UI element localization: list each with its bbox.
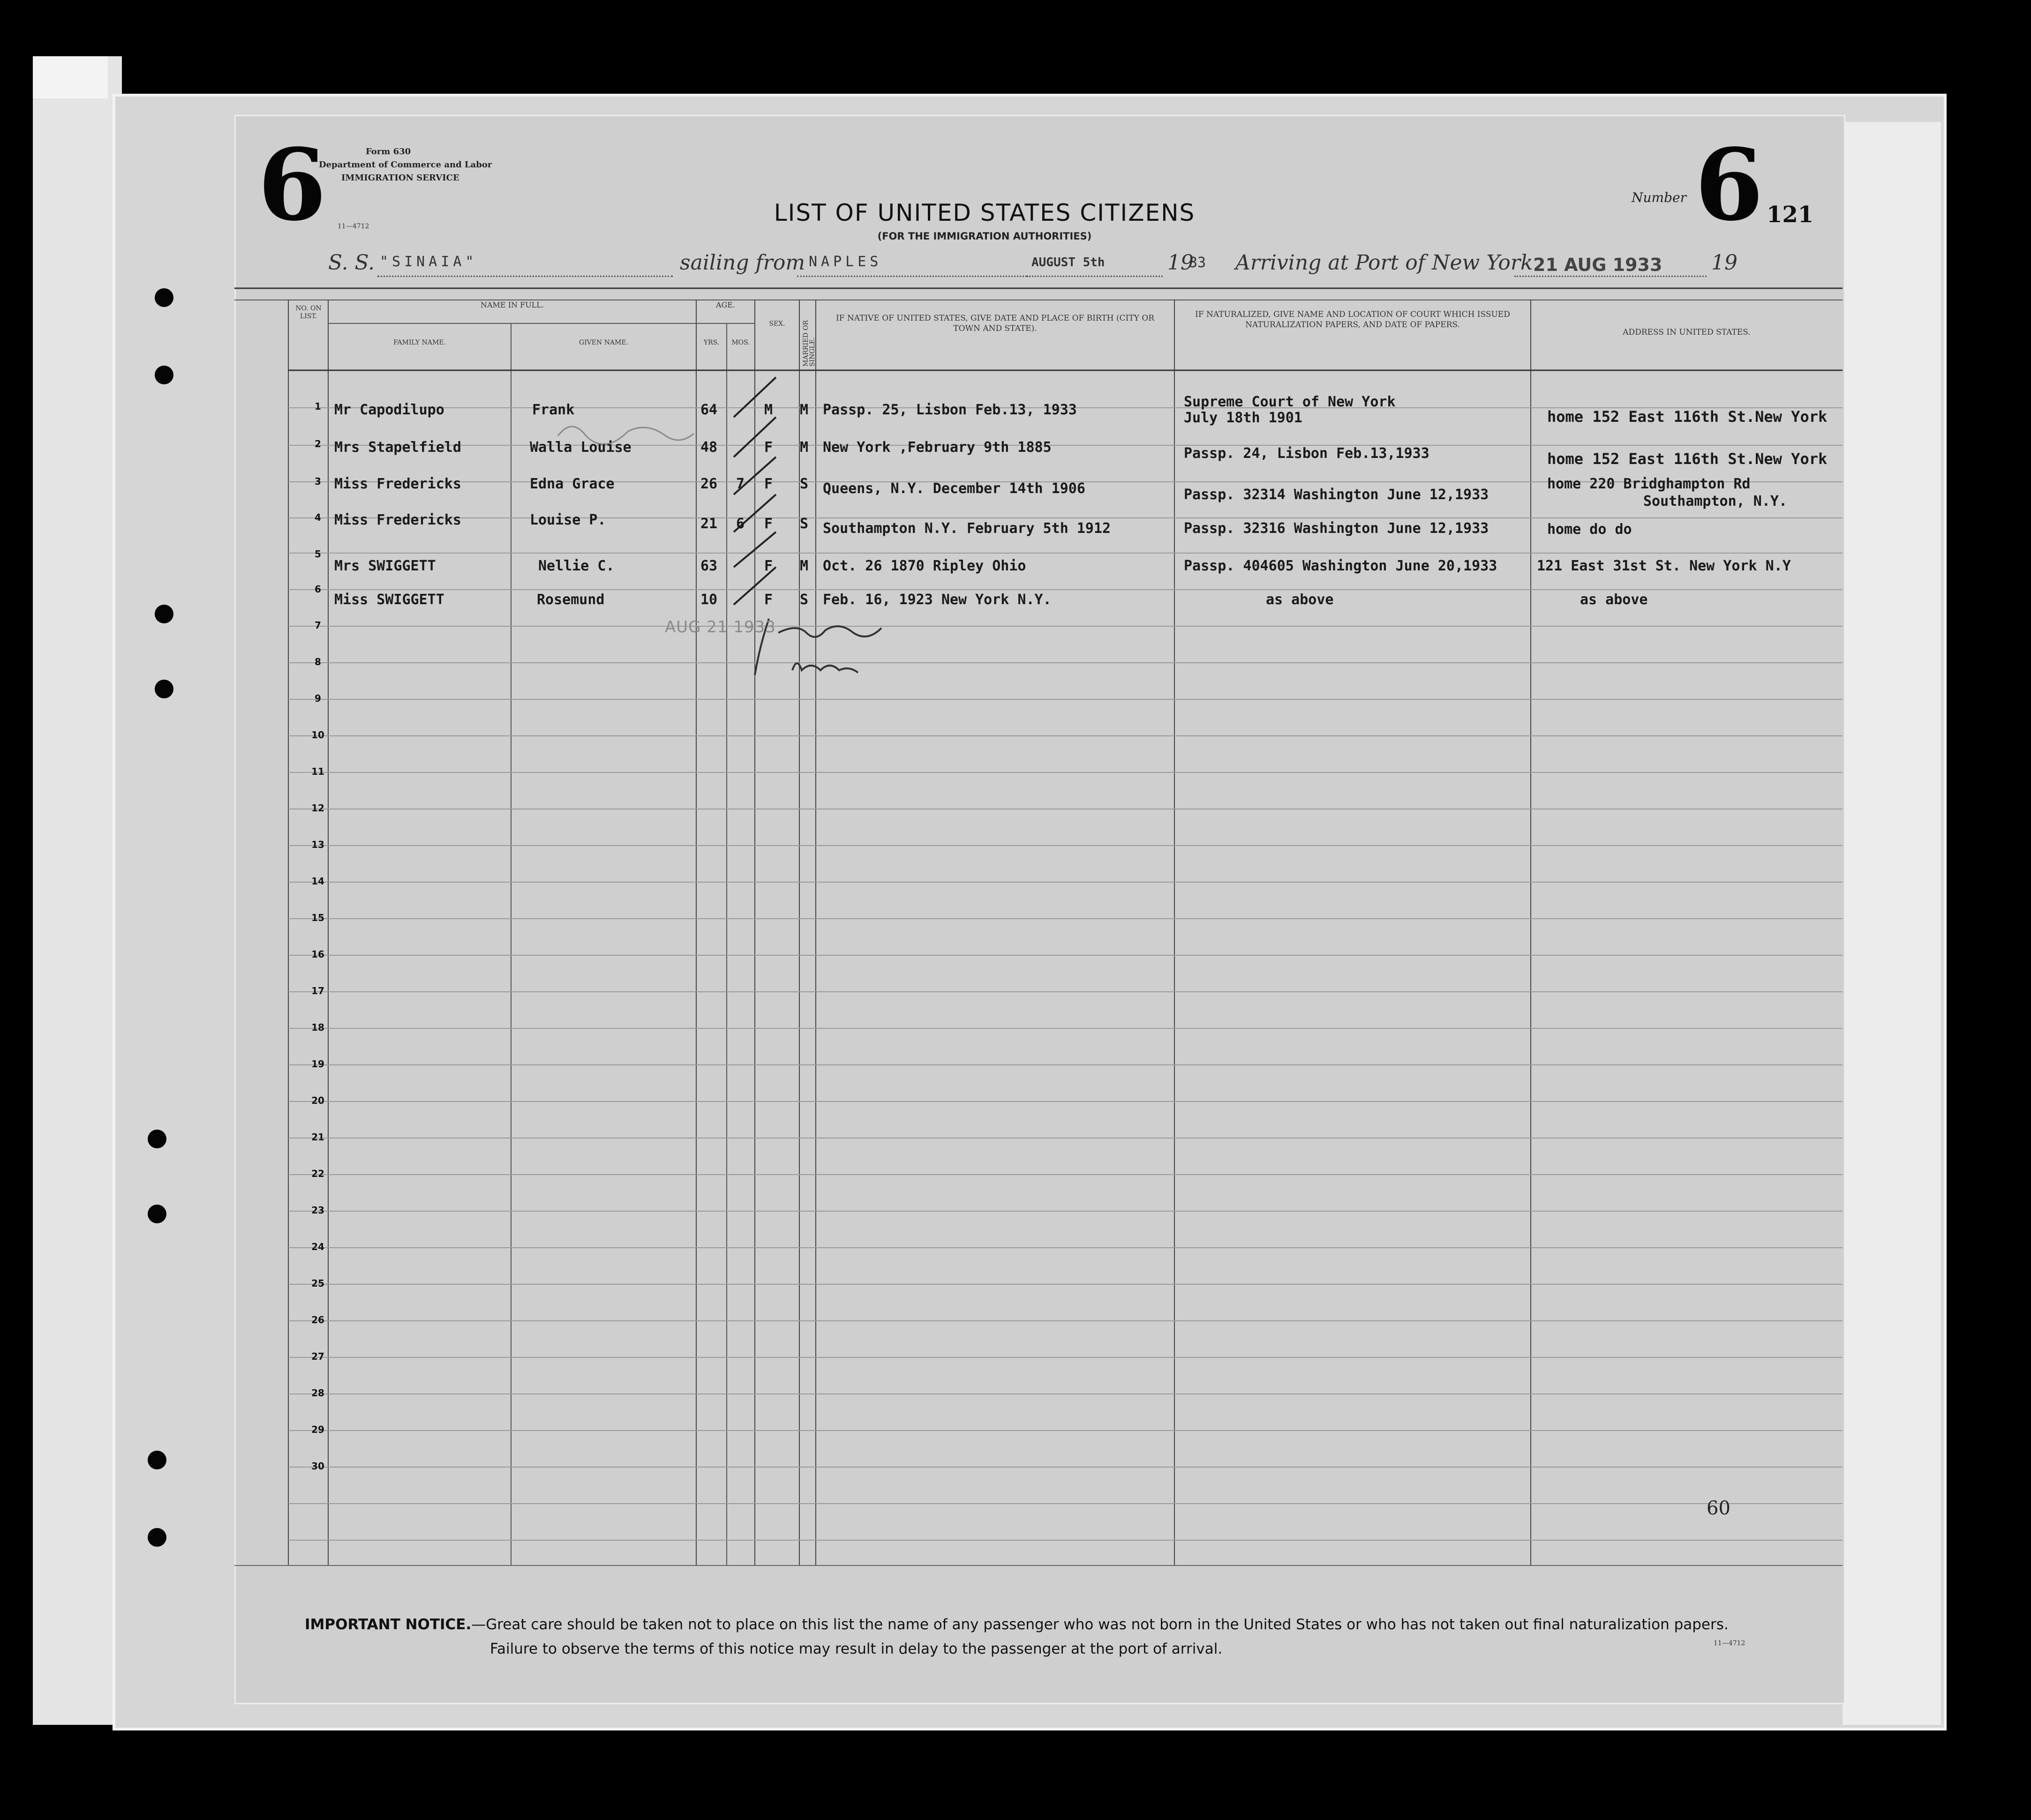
list-number-right: 6 bbox=[1695, 127, 1764, 243]
received-date-stamp: AUG 21 1933 bbox=[665, 618, 776, 637]
trailing-year: 19 bbox=[1711, 251, 1738, 275]
married-cell: S bbox=[800, 476, 809, 492]
given-name-cell: Frank bbox=[532, 402, 575, 418]
age-years-cell: 63 bbox=[700, 558, 718, 574]
address-cell-line2: Southampton, N.Y. bbox=[1643, 493, 1788, 509]
form-number: Form 630 bbox=[366, 147, 411, 157]
header-family-name: FAMILY NAME. bbox=[393, 339, 446, 346]
header-age: AGE. bbox=[715, 300, 736, 309]
address-cell: as above bbox=[1580, 592, 1648, 608]
list-number-left: 6 bbox=[258, 127, 327, 243]
row-number: 26 bbox=[311, 1314, 324, 1326]
age-years-cell: 64 bbox=[700, 402, 718, 418]
header-given-name: GIVEN NAME. bbox=[579, 339, 629, 346]
row-number: 17 bbox=[311, 985, 324, 996]
row-number: 4 bbox=[315, 512, 321, 523]
ship-name: "SINAIA" bbox=[380, 254, 478, 270]
page-mark: 60 bbox=[1707, 1498, 1730, 1519]
arrival-stamp: 21 AUG 1933 bbox=[1533, 255, 1662, 275]
address-cell: home do do bbox=[1547, 521, 1632, 538]
row-number: 16 bbox=[311, 949, 324, 960]
address-cell: home 152 East 116th St.New York bbox=[1547, 450, 1828, 468]
age-years-cell: 21 bbox=[700, 516, 718, 532]
page-title: LIST OF UNITED STATES CITIZENS bbox=[774, 199, 1196, 226]
row-number: 20 bbox=[311, 1095, 324, 1106]
birth-cell: Passp. 25, Lisbon Feb.13, 1933 bbox=[823, 402, 1077, 418]
row-number: 6 bbox=[315, 584, 321, 595]
row-number: 1 bbox=[315, 401, 321, 412]
row-number: 28 bbox=[311, 1387, 324, 1399]
header-mos: MOS. bbox=[731, 339, 750, 346]
address-cell: 121 East 31st St. New York N.Y bbox=[1537, 558, 1791, 574]
naturalized-cell-line2: July 18th 1901 bbox=[1184, 410, 1302, 426]
given-name-cell: Louise P. bbox=[530, 512, 606, 528]
sailing-label: sailing from bbox=[680, 251, 805, 275]
birth-cell: Southampton N.Y. February 5th 1912 bbox=[823, 520, 1111, 537]
port-from: NAPLES bbox=[809, 254, 882, 270]
ss-label: S. S. bbox=[328, 251, 375, 275]
row-number: 11 bbox=[311, 766, 324, 777]
header-naturalized: IF NATURALIZED, GIVE NAME AND LOCATION OF COURT WHICH ISSUED NATURALIZATION PAPERS, AND DATE OF PAPERS. bbox=[1195, 310, 1510, 330]
header-birth: IF NATIVE OF UNITED STATES, GIVE DATE AND PLACE OF BIRTH (CITY OR TOWN AND STATE). bbox=[835, 314, 1155, 333]
header-sex: SEX. bbox=[769, 320, 785, 328]
married-cell: M bbox=[800, 558, 809, 574]
married-cell: S bbox=[800, 516, 809, 532]
row-number: 14 bbox=[311, 876, 324, 887]
family-name-cell: Miss Fredericks bbox=[334, 512, 461, 528]
birth-cell: Feb. 16, 1923 New York N.Y. bbox=[823, 592, 1052, 608]
row-number: 22 bbox=[311, 1168, 324, 1179]
naturalized-cell: Passp. 32314 Washington June 12,1933 bbox=[1184, 487, 1489, 503]
header-name-in-full: NAME IN FULL. bbox=[480, 300, 544, 309]
married-cell: M bbox=[800, 402, 809, 418]
notice-label: IMPORTANT NOTICE. bbox=[305, 1616, 472, 1633]
service-name: IMMIGRATION SERVICE bbox=[341, 173, 459, 183]
family-name-cell: Miss SWIGGETT bbox=[334, 592, 444, 608]
row-number: 7 bbox=[315, 620, 321, 631]
given-name-cell: Rosemund bbox=[537, 592, 605, 608]
row-number: 9 bbox=[315, 693, 321, 704]
sex-cell: F bbox=[764, 476, 773, 492]
header-married-single: MARRIED OR SINGLE. bbox=[802, 320, 816, 367]
header-no: NO. ON LIST. bbox=[295, 305, 322, 320]
row-number: 23 bbox=[311, 1205, 324, 1216]
row-number: 30 bbox=[311, 1460, 324, 1472]
naturalized-cell: Passp. 24, Lisbon Feb.13,1933 bbox=[1184, 445, 1429, 462]
given-name-cell: Nellie C. bbox=[538, 558, 615, 574]
sex-cell: M bbox=[764, 402, 773, 418]
age-years-cell: 48 bbox=[700, 439, 718, 456]
age-years-cell: 26 bbox=[700, 476, 718, 492]
page-subtitle: (FOR THE IMMIGRATION AUTHORITIES) bbox=[877, 231, 1092, 242]
sex-cell: F bbox=[764, 592, 773, 608]
row-number: 25 bbox=[311, 1278, 324, 1289]
naturalized-cell: Supreme Court of New York bbox=[1184, 394, 1396, 410]
row-number: 12 bbox=[311, 802, 324, 814]
birth-cell: Oct. 26 1870 Ripley Ohio bbox=[823, 558, 1026, 574]
given-name-cell: Walla Louise bbox=[530, 439, 632, 456]
row-number: 19 bbox=[311, 1058, 324, 1070]
sex-cell: F bbox=[764, 516, 773, 532]
row-number: 8 bbox=[315, 656, 321, 667]
row-number: 5 bbox=[315, 548, 321, 560]
arriving-label: Arriving at Port of New York bbox=[1235, 251, 1533, 275]
notice-line-1: —Great care should be taken not to place on this list the name of any passenger who was not born in the United States or who has not taken out final naturalization papers. bbox=[471, 1616, 1729, 1633]
row-number: 21 bbox=[311, 1131, 324, 1143]
age-months-cell: 7 bbox=[736, 476, 745, 492]
birth-cell: Queens, N.Y. December 14th 1906 bbox=[823, 480, 1085, 497]
sex-cell: F bbox=[764, 558, 773, 574]
form-code: 11—4712 bbox=[338, 223, 369, 230]
age-years-cell: 10 bbox=[700, 592, 718, 608]
row-number: 13 bbox=[311, 839, 324, 850]
row-number: 24 bbox=[311, 1241, 324, 1252]
family-name-cell: Mrs Stapelfield bbox=[334, 439, 461, 456]
number-label: Number bbox=[1632, 190, 1686, 205]
given-name-cell: Edna Grace bbox=[530, 476, 615, 492]
address-cell: home 220 Bridghampton Rd bbox=[1547, 476, 1751, 492]
sailing-year: 33 bbox=[1189, 255, 1206, 271]
family-name-cell: Mrs SWIGGETT bbox=[334, 558, 436, 574]
naturalized-cell: Passp. 32316 Washington June 12,1933 bbox=[1184, 520, 1489, 537]
sex-cell: F bbox=[764, 439, 773, 456]
age-months-cell: 6 bbox=[736, 516, 745, 532]
year-prefix: 19 bbox=[1167, 251, 1194, 275]
address-cell: home 152 East 116th St.New York bbox=[1547, 408, 1828, 426]
married-cell: M bbox=[800, 439, 809, 456]
notice-line-2: Failure to observe the terms of this notice may result in delay to the passenger at the port of arrival. bbox=[490, 1640, 1223, 1657]
department-name: Department of Commerce and Labor bbox=[319, 160, 492, 170]
married-cell: S bbox=[800, 592, 809, 608]
important-notice bbox=[305, 1612, 1805, 1661]
family-name-cell: Miss Fredericks bbox=[334, 476, 461, 492]
row-number: 15 bbox=[311, 912, 324, 923]
row-number: 3 bbox=[315, 476, 321, 487]
naturalized-cell: as above bbox=[1266, 592, 1334, 608]
sailing-date: AUGUST 5th bbox=[1031, 255, 1105, 270]
header-yrs: YRS. bbox=[703, 339, 720, 346]
naturalized-cell: Passp. 404605 Washington June 20,1933 bbox=[1184, 558, 1497, 574]
notice-form-code: 11—4712 bbox=[1714, 1640, 1745, 1647]
row-number: 2 bbox=[315, 438, 321, 449]
birth-cell: New York ,February 9th 1885 bbox=[823, 439, 1052, 456]
row-number: 10 bbox=[311, 729, 324, 741]
number-suffix: 121 bbox=[1767, 202, 1814, 228]
row-number: 29 bbox=[311, 1424, 324, 1435]
row-number: 18 bbox=[311, 1022, 324, 1033]
header-address: ADDRESS IN UNITED STATES. bbox=[1623, 328, 1751, 337]
row-number: 27 bbox=[311, 1351, 324, 1362]
family-name-cell: Mr Capodilupo bbox=[334, 402, 444, 418]
